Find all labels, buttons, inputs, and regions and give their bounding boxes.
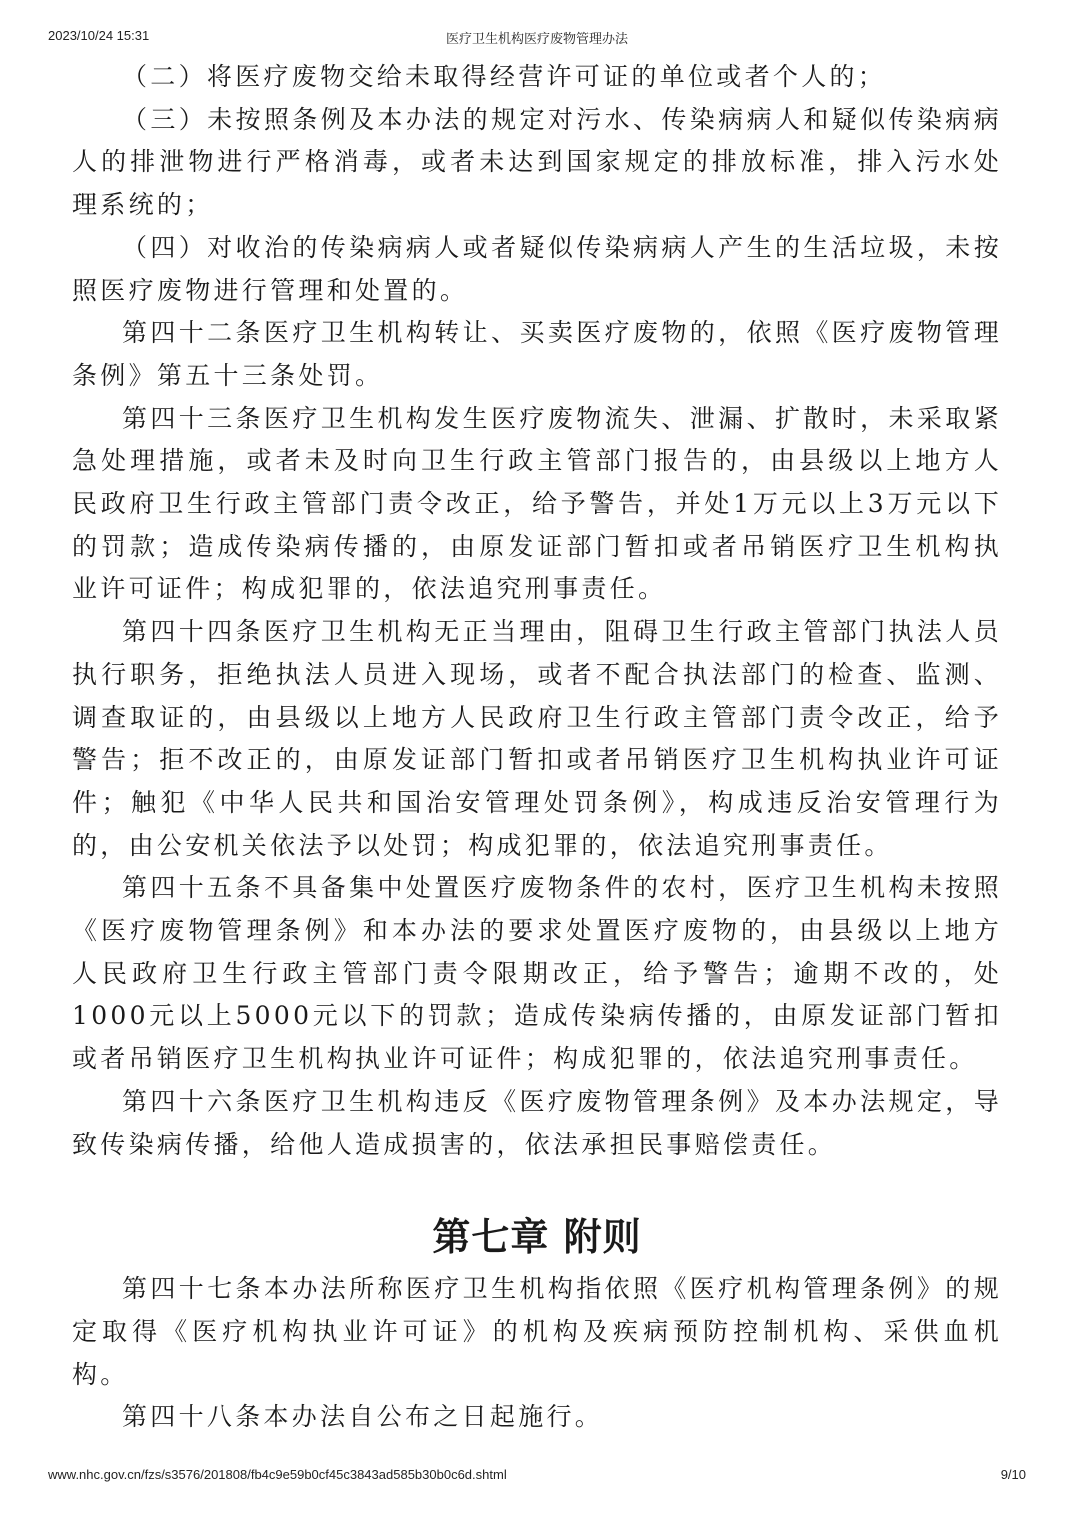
document-body [72, 56, 1002, 1439]
article-44: 第四十四条医疗卫生机构无正当理由，阻碍卫生行政主管部门执法人员执行职务，拒绝执法人员进入现场，或者不配合执法部门的检查、监测、调查取证的，由县级以上地方人民政府卫生行政主管部门责令改正，给予警告；拒不改正的，由原发证部门暂扣或者吊销医疗卫生机构执业许可证件；触犯《中华人民共和国治安管理处罚条例》，构成违反治安管理行为的，由公安机关依法予以处罚；构成犯罪的，依法追究刑事责任。 [72, 617, 1002, 860]
clause-4: （四）对收治的传染病病人或者疑似传染病病人产生的生活垃圾，未按照医疗废物进行管理和处置的。 [72, 232, 1002, 305]
document-title: 医疗卫生机构医疗废物管理办法 [445, 31, 628, 46]
article-45: 第四十五条不具备集中处置医疗废物条件的农村，医疗卫生机构未按照《医疗废物管理条例》和本办法的要求处置医疗废物的，由县级以上地方人民政府卫生行政主管部门责令限期改正，给予警告；逾期不改的，处1000元以上5000元以下的罚款；造成传染病传播的，由原发证部门暂扣或者吊销医疗卫生机构执业许可证件；构成犯罪的，依法追究刑事责任。 [72, 873, 1002, 1074]
article-43: 第四十三条医疗卫生机构发生医疗废物流失、泄漏、扩散时，未采取紧急处理措施，或者未及时向卫生行政主管部门报告的，由县级以上地方人民政府卫生行政主管部门责令改正，给予警告，并处1万元以上3万元以下的罚款；造成传染病传播的，由原发证部门暂扣或者吊销医疗卫生机构执业许可证件；构成犯罪的，依法追究刑事责任。 [72, 403, 1002, 604]
page-url: www.nhc.gov.cn/fzs/s3576/201808/fb4c9e59b0cf45c3843ad585b30b0c6d.shtml [48, 1467, 507, 1482]
chapter-heading: 第七章 附则 [432, 1215, 642, 1260]
article-48: 第四十八条本办法自公布之日起施行。 [122, 1402, 604, 1432]
article-47: 第四十七条本办法所称医疗卫生机构指依照《医疗机构管理条例》的规定取得《医疗机构执业许可证》的机构及疾病预防控制机构、采供血机构。 [72, 1274, 1002, 1389]
print-header [48, 28, 1026, 48]
print-footer [48, 1467, 1026, 1487]
article-46: 第四十六条医疗卫生机构违反《医疗废物管理条例》及本办法规定，导致传染病传播，给他人造成损害的，依法承担民事赔偿责任。 [72, 1086, 1002, 1159]
print-timestamp: 2023/10/24 15:31 [48, 28, 150, 43]
clause-3: （三）未按照条例及本办法的规定对污水、传染病病人和疑似传染病病人的排泄物进行严格消毒，或者未达到国家规定的排放标准，排入污水处理系统的； [72, 104, 1002, 220]
article-42: 第四十二条医疗卫生机构转让、买卖医疗废物的，依照《医疗废物管理条例》第五十三条处罚。 [72, 318, 1002, 390]
clause-2: （二）将医疗废物交给未取得经营许可证的单位或者个人的； [122, 62, 887, 91]
page-number: 9/10 [1000, 1467, 1026, 1482]
